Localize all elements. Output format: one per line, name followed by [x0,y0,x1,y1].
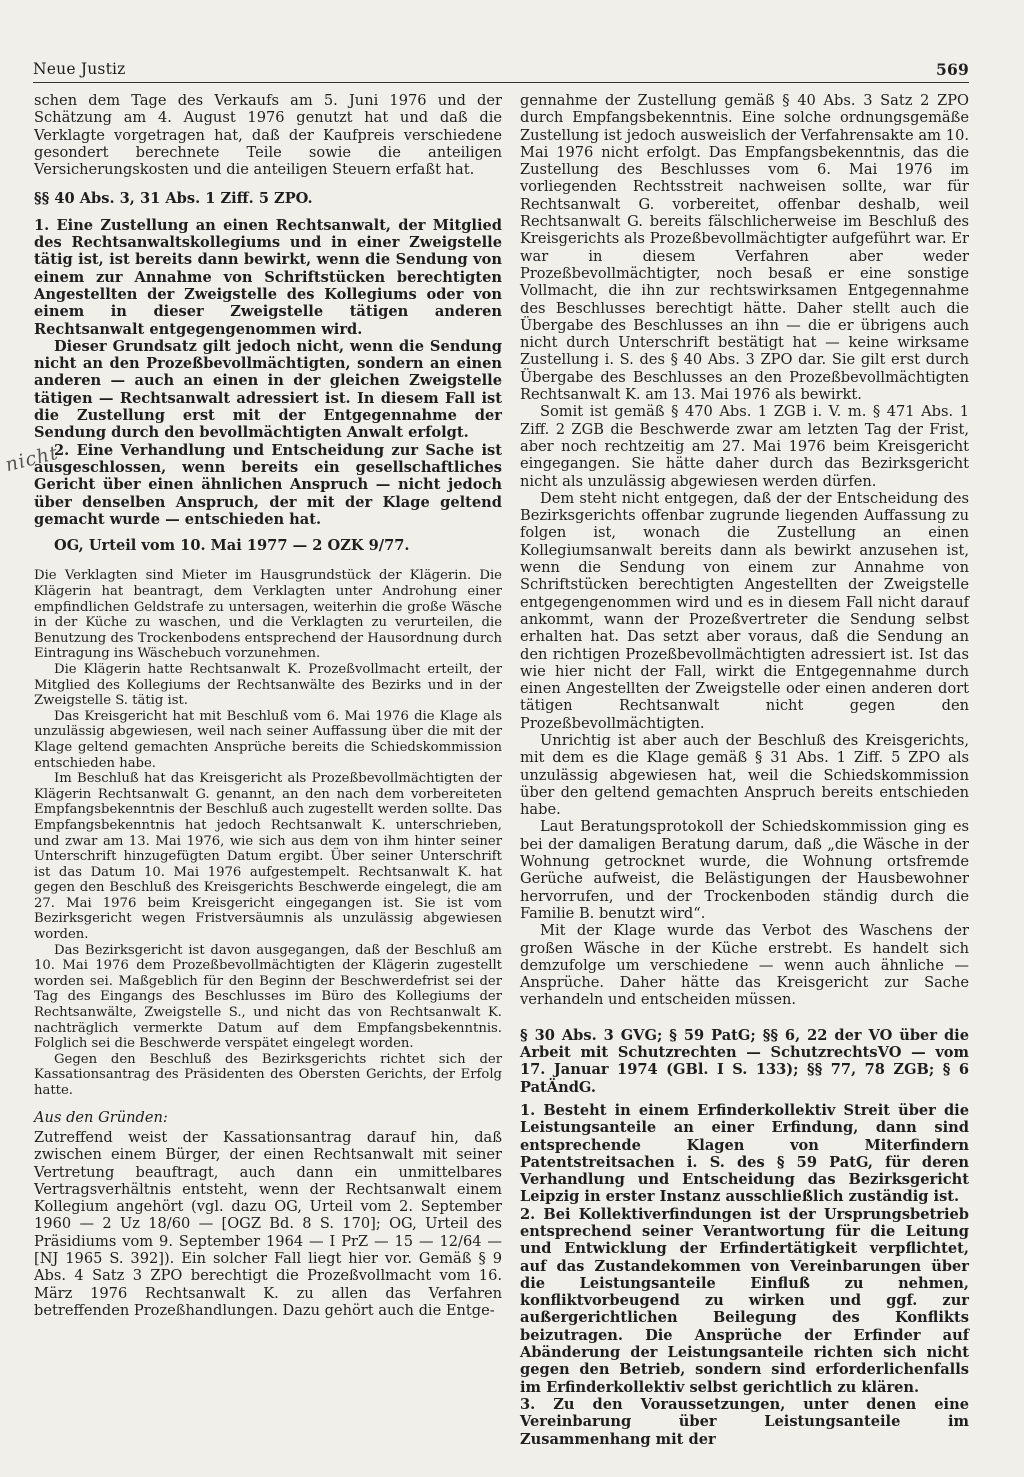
facts-paragraph: Das Kreisgericht hat mit Beschluß vom 6. Mai 1976 die Klage als unzulässig abgewiesen, weil nach seiner Auffassung über die mit der Klage geltend gemachten Ansprüche bereits die Schiedskommission entschieden habe. [34,708,502,771]
left-column [34,92,502,1319]
case-2-leitsatz-2: 2. Bei Kollektiverfindungen ist der Ursprungsbetrieb entsprechend seiner Verantwortung für die Leitung und Entwicklung der Erfindertätigkeit verpflichtet, auf das Zustandekommen von Vereinbarungen über die Leistungsanteile Einfluß zu nehmen, konfliktvorbeugend zu wirken und ggf. zur außergerichtlichen Beilegung des Konflikts beizutragen. Die Ansprüche der Erfinder auf Abänderung der Leistungsanteile richten sich nicht gegen den Betrieb, sondern sind erforderlichenfalls im Erfinderkollektiv selbst gerichtlich zu klären. [520,1205,969,1396]
header-rule [33,82,969,83]
leitsatz-2: 2. Eine Verhandlung und Entscheidung zur Sache ist ausgeschlossen, wenn bereits ein gesellschaftliches Gericht über einen ähnlichen Anspruch — nicht jedoch über denselben Anspruch, der mit der Klage geltend gemacht wurde — entschieden hat. [34,441,502,528]
court-citation: OG, Urteil vom 10. Mai 1977 — 2 OZK 9/77. [54,537,410,555]
leitsatz-1-continued: Dieser Grundsatz gilt jedoch nicht, wenn die Sendung nicht an den Prozeßbevollmächtigten, sondern an einen anderen — auch an einen in der gleichen Zweigstelle tätigen — Rechtsanwalt adressiert ist. In diesem Fall ist die Zustellung erst mit der Entgegennahme der Sendung durch den bevollmächtigten Anwalt erfolgt. [34,337,502,442]
right-column [520,92,969,1448]
body-paragraph: Dem steht nicht entgegen, daß der der Entscheidung des Bezirksgerichts offenbar zugrunde liegenden Auffassung zu folgen ist, wonach die Zustellung an einen Kollegiumsanwalt bereits dann als bewirkt anzusehen ist, wenn die Sendung von einem zur Annahme von Schriftstücken berechtigten Angestellten der Zweigstelle entgegengenommen wird und es in diesem Fall nicht darauf ankommt, wann der Prozeßvertreter die Sendung selbst erhalten hat. Das setzt aber voraus, daß die Sendung an den richtigen Prozeßbevollmächtigten adressiert ist. Ist das wie hier nicht der Fall, wirkt die Entgegennahme durch einen Angestellten der Zweigstelle oder einen anderen dort tätigen Rechtsanwalt nicht gegen den Prozeßbevollmächtigten. [520,489,969,732]
intro-paragraph: schen dem Tage des Verkaufs am 5. Juni 1976 und der Schätzung am 4. August 1976 genutzt hat und daß die Verklagte vorgetragen hat, daß der Kaufpreis verschiedene gesondert berechnete Teile sowie die anteiligen Versicherungskosten und die anteiligen Steuern erfaßt hat. [34,92,502,179]
case-heading: §§ 40 Abs. 3, 31 Abs. 1 Ziff. 5 ZPO. [34,190,313,208]
facts-paragraph: Im Beschluß hat das Kreisgericht als Prozeßbevollmächtigten der Klägerin Rechtsanwalt G. genannt, an den nach dem vorbereiteten Empfangsbekenntnis der Beschluß auch zugestellt werden sollte. Das Empfangsbekenntnis hat jedoch Rechtsanwalt K. unterschrieben, und zwar am 13. Mai 1976, wie sich aus dem von ihm hinter seiner Unterschrift hinzugefügten Datum ergibt. Über seiner Unterschrift ist das Datum 10. Mai 1976 aufgestempelt. Rechtsanwalt K. hat gegen den Beschluß des Kreisgerichts Beschwerde eingelegt, die am 27. Mai 1976 beim Kreisgericht eingegangen ist. Sie ist vom Bezirksgericht wegen Fristversäumnis als unzulässig abgewiesen worden. [34,771,502,943]
case-2-leitsatz-3: 3. Zu den Voraussetzungen, unter denen eine Vereinbarung über Leistungsanteile im Zusammenhang mit der [520,1395,969,1448]
facts-paragraph: Das Bezirksgericht ist davon ausgegangen, daß der Beschluß am 10. Mai 1976 dem Prozeßbevollmächtigten der Klägerin zugestellt worden sei. Maßgeblich für den Beginn der Beschwerdefrist sei der Tag des Eingangs des Beschlusses im Büro des Kollegiums der Rechtsanwälte, Zweigstelle S., und nicht das von Rechtsanwalt K. nachträglich vermerkte Datum auf dem Empfangsbekenntnis. Folglich sei die Beschwerde verspätet eingelegt worden. [34,942,502,1052]
journal-title: Neue Justiz [33,60,126,78]
body-paragraph: Unrichtig ist aber auch der Beschluß des Kreisgerichts, mit dem es die Klage gemäß § 31 Abs. 1 Ziff. 5 ZPO als unzulässig abgewiesen hat, weil die Schiedskommission über den geltend gemachten Anspruch bereits entschieden habe. [520,731,969,819]
leitsatz-1: 1. Eine Zustellung an einen Rechtsanwalt, der Mitglied des Rechtsanwaltskollegiums und in einer Zweigstelle tätig ist, ist bereits dann bewirkt, wenn die Sendung von einem zur Annahme von Schriftstücken berechtigten Angestellten der Zweigstelle des Kollegiums oder von einem in dieser Zweigstelle tätigen anderen Rechtsanwalt entgegengenommen wird. [34,216,502,338]
facts-paragraph: Die Klägerin hatte Rechtsanwalt K. Prozeßvollmacht erteilt, der Mitglied des Kollegiums der Rechtsanwälte des Bezirks und in der Zweigstelle S. tätig ist. [34,661,502,709]
body-paragraph: gennahme der Zustellung gemäß § 40 Abs. 3 Satz 2 ZPO durch Empfangsbekenntnis. Eine solche ordnungsgemäße Zustellung ist jedoch ausweislich der Verfahrensakte am 10. Mai 1976 nicht erfolgt. Das Empfangsbekenntnis, das die Zustellung des Beschlusses vom 6. Mai 1976 im vorliegenden Rechtsstreit nachweisen sollte, war für Rechtsanwalt G. vorbereitet, offenbar deshalb, weil Rechtsanwalt G. bereits fälschlicherweise im Beschluß des Kreisgerichts als Prozeßbevollmächtigter aufgeführt war. Er war in diesem Verfahren aber weder Prozeßbevollmächtigter, noch besaß er eine sonstige Vollmacht, die ihn zur rechtswirksamen Entgegennahme des Beschlusses berechtigt hätte. Daher stellt auch die Übergabe des Beschlusses an ihn — die er übrigens auch nicht durch Unterschrift bestätigt hat — keine wirksame Zustellung i. S. des § 40 Abs. 3 ZPO dar. Sie gilt erst durch Übergabe des Beschlusses an den Prozeßbevollmächtigten Rechtsanwalt K. am 13. Mai 1976 als bewirkt. [520,92,969,404]
reasons-heading: Aus den Gründen: [34,1108,168,1126]
facts-paragraph: Gegen den Beschluß des Bezirksgerichts richtet sich der Kassationsantrag des Präsidenten des Obersten Gerichts, der Erfolg hatte. [34,1051,502,1099]
body-paragraph: Somit ist gemäß § 470 Abs. 1 ZGB i. V. m. § 471 Abs. 1 Ziff. 2 ZGB die Beschwerde zwar am letzten Tag der Frist, aber noch rechtzeitig am 27. Mai 1976 beim Kreisgericht eingegangen. Sie hätte daher durch das Bezirksgericht nicht als unzulässig abgewiesen werden dürfen. [520,403,969,490]
case-2-heading: § 30 Abs. 3 GVG; § 59 PatG; §§ 6, 22 der VO über die Arbeit mit Schutzrechten — SchutzrechtsVO — vom 17. Januar 1974 (GBl. I S. 133); §§ 77, 78 ZGB; § 6 PatÄndG. [520,1026,969,1096]
spacer [34,554,502,568]
handwritten-annotation: nicht [3,441,61,477]
reasons-paragraph: Zutreffend weist der Kassationsantrag darauf hin, daß zwischen einem Bürger, der einen Rechtsanwalt mit seiner Vertretung beauftragt, auch dann ein unmittelbares Vertragsverhältnis entsteht, wenn der Rechtsanwalt einem Kollegium angehört (vgl. dazu OG, Urteil vom 2. September 1960 — 2 Uz 18/60 — [OGZ Bd. 8 S. 170]; OG, Urteil des Präsidiums vom 9. September 1964 — I PrZ — 15 — 12/64 — [NJ 1965 S. 392]). Ein solcher Fall liegt hier vor. Gemäß § 9 Abs. 4 Satz 3 ZPO berechtigt die Prozeßvollmacht vom 16. März 1976 Rechtsanwalt K. zu allen das Verfahren betreffenden Prozeßhandlungen. Dazu gehört auch die Entge- [34,1128,502,1319]
body-paragraph: Laut Beratungsprotokoll der Schiedskommission ging es bei der damaligen Beratung darum, daß „die Wäsche in der Wohnung getrocknet wurde, die Wohnung ortsfremde Gerüche aufweist, die Belästigungen der Hausbewohner hervorrufen, und der Trockenboden ständig durch die Familie B. benutzt wird“. [520,818,969,922]
body-paragraph: Mit der Klage wurde das Verbot des Waschens der großen Wäsche in der Küche erstrebt. Es handelt sich demzufolge um verschiedene — wenn auch ähnliche — Ansprüche. Daher hätte das Kreisgericht zur Sache verhandeln und entscheiden müssen. [520,922,969,1009]
case-2-leitsatz-1: 1. Besteht in einem Erfinderkollektiv Streit über die Leistungsanteile an einer Erfindung, dann sind entsprechende Klagen von Miterfindern Patentstreitsachen i. S. des § 59 PatG, für deren Verhandlung und Entscheidung das Bezirksgericht Leipzig in erster Instanz ausschließlich zuständig ist. [520,1101,969,1206]
running-header [33,60,969,82]
facts-section [34,568,502,1098]
facts-paragraph: Die Verklagten sind Mieter im Hausgrundstück der Klägerin. Die Klägerin hat beantragt, dem Verklagten unter Androhung einer empfindlichen Geldstrafe zu untersagen, weiterhin die große Wäsche in der Küche zu waschen, und die Verklagten zu verurteilen, die Benutzung des Trockenbodens entsprechend der Hausordnung durch Eintragung ins Wäschebuch vorzunehmen. [34,568,502,662]
page-number: 569 [936,60,969,79]
